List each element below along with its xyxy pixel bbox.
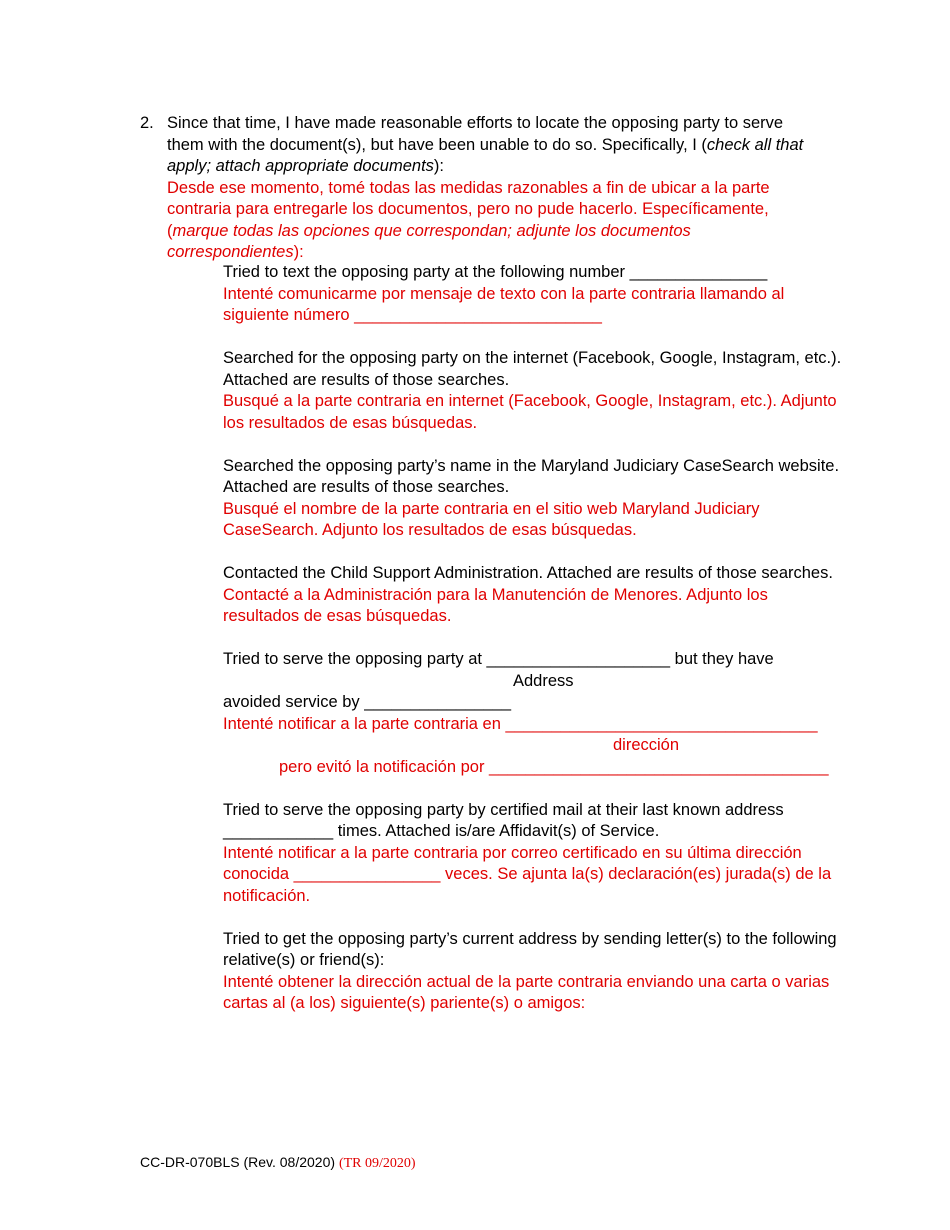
option-certified-mail-es: Intenté notificar a la parte contraria por correo certificado en su última dirección conocida ________________ veces. Se ajunta la(s) declaración(es) jurada(s) de la notificación. (223, 843, 832, 905)
item-2-spanish: Desde ese momento, tomé todas las medidas razonables a fin de ubicar a la parte contraria para entregarle los documentos, pero no pude hacerlo. Específicamente, (marque todas las opciones que correspondan; adjunte los documentos correspondientes): (167, 178, 770, 261)
option-text-number-es: Intenté comunicarme por mensaje de texto con la parte contraria llamando al siguiente número ___________________________ (223, 284, 785, 324)
option-letters[interactable] (223, 929, 843, 1015)
item-2-english: Since that time, I have made reasonable efforts to locate the opposing party to serve them with the document(s), but have been unable to do so. Specifically, I (check all that apply; attach appropriate documents): (167, 114, 804, 175)
spanish-instruction: marque todas las opciones que correspondan; adjunte los documentos correspondientes (167, 221, 691, 261)
option-casesearch-en: Searched the opposing party’s name in the Maryland Judiciary CaseSearch website. Attached are results of those searches. (223, 456, 840, 496)
option-text-number[interactable] (223, 262, 843, 327)
direccion-field-label: dirección (613, 736, 680, 754)
option-certified-mail-en: Tried to serve the opposing party by certified mail at their last known address ____________ times. Attached is/are Affidavit(s) of Service. (223, 800, 784, 840)
item-number: 2. (140, 114, 154, 132)
option-serve-address-es-line1: Intenté notificar a la parte contraria en __________________________________ (223, 714, 818, 733)
english-instruction: check all that apply; attach appropriate documents (167, 135, 804, 175)
form-footer (140, 1152, 416, 1174)
option-text-number-en: Tried to text the opposing party at the following number _______________ (223, 263, 768, 281)
option-certified-mail[interactable] (223, 800, 843, 908)
option-internet-search-es: Busqué a la parte contraria en internet (Facebook, Google, Instagram, etc.). Adjunto los resultados de esas búsquedas. (223, 392, 837, 432)
option-child-support-en: Contacted the Child Support Administration. Attached are results of those searches. (223, 564, 833, 582)
option-internet-search-en: Searched for the opposing party on the internet (Facebook, Google, Instagram, etc.). Attached are results of those searches. (223, 349, 842, 389)
option-letters-en: Tried to get the opposing party’s current address by sending letter(s) to the following relative(s) or friend(s): (223, 929, 837, 969)
translation-revision: (TR 09/2020) (338, 1156, 416, 1171)
options-list (223, 262, 843, 1036)
option-serve-address[interactable] (223, 649, 843, 778)
option-internet-search[interactable] (223, 348, 843, 434)
option-child-support-es: Contacté a la Administración para la Manutención de Menores. Adjunto los resultados de esas búsquedas. (223, 585, 768, 625)
option-casesearch[interactable] (223, 456, 843, 542)
option-casesearch-es: Busqué el nombre de la parte contraria en el sitio web Maryland Judiciary CaseSearch. Adjunto los resultados de esas búsquedas. (223, 499, 760, 539)
form-id: CC-DR-070BLS (Rev. 08/2020) (140, 1154, 336, 1170)
option-child-support[interactable] (223, 563, 843, 628)
option-serve-address-es-line2: pero evitó la notificación por _____________________________________ (279, 757, 829, 776)
item-2-text (167, 113, 817, 264)
option-serve-address-en-line2: avoided service by ________________ (223, 693, 512, 711)
option-serve-address-en-line1: Tried to serve the opposing party at ____________________ but they have (223, 650, 774, 668)
option-letters-es: Intenté obtener la dirección actual de la parte contraria enviando una carta o varias cartas al (a los) siguiente(s) pariente(s) o amigos: (223, 972, 830, 1012)
address-field-label: Address (513, 671, 574, 690)
